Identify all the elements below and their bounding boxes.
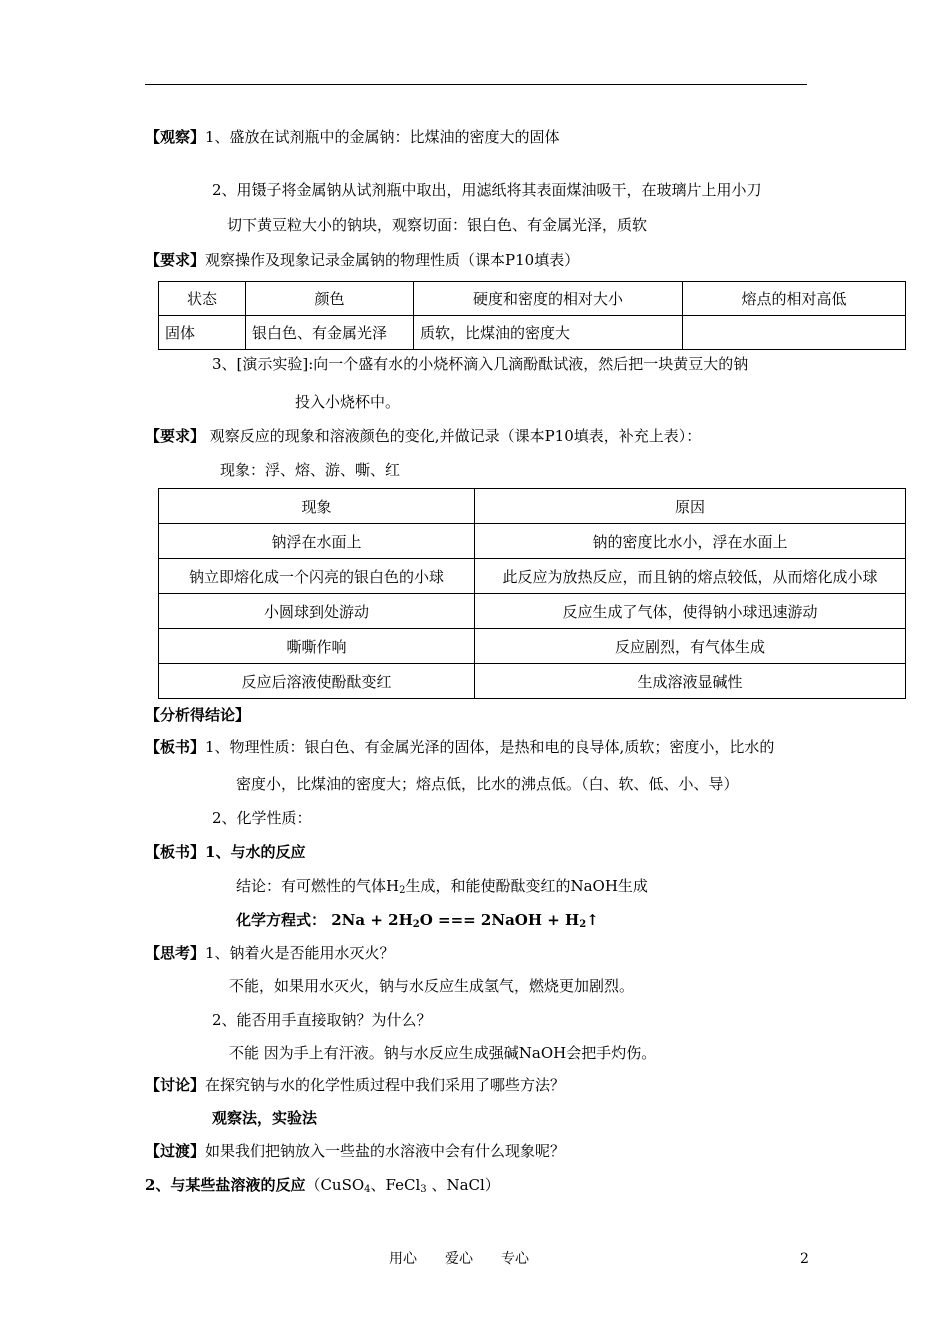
gas-arrow-icon: ↑ bbox=[586, 911, 599, 929]
table-cell: 钠浮在水面上 bbox=[159, 524, 475, 559]
table-cell: 反应生成了气体，使得钠小球迅速游动 bbox=[475, 594, 906, 629]
table-cell: 银白色、有金属光泽 bbox=[246, 316, 414, 350]
think-2-question: 2、能否用手直接取钠？为什么？ bbox=[212, 1011, 432, 1029]
salt-text: 、FeCl bbox=[370, 1176, 421, 1194]
tag-board: 【板书】 bbox=[145, 843, 206, 861]
table-row bbox=[159, 664, 906, 699]
header-cell: 现象 bbox=[159, 489, 475, 524]
header-cell: 颜色 bbox=[246, 282, 414, 316]
analysis-heading: 【分析得结论】 bbox=[145, 706, 251, 724]
tag-observe: 【观察】 bbox=[145, 128, 206, 146]
header-cell: 硬度和密度的相对大小 bbox=[414, 282, 683, 316]
table-row bbox=[159, 316, 906, 350]
para-demo-cont: 投入小烧杯中。 bbox=[295, 393, 401, 411]
para-require-2 bbox=[145, 426, 701, 446]
tag-discuss: 【讨论】 bbox=[145, 1076, 206, 1094]
conclusion-text-2: 生成，和能使酚酞变红的NaOH生成 bbox=[405, 877, 648, 895]
transition-text: 如果我们把钠放入一些盐的水溶液中会有什么现象呢？ bbox=[205, 1142, 566, 1160]
header-cell: 熔点的相对高低 bbox=[683, 282, 906, 316]
table-cell: 反应后溶液使酚酞变红 bbox=[159, 664, 475, 699]
para-think-1 bbox=[145, 943, 395, 963]
table-row bbox=[159, 524, 906, 559]
observe-1-text: 1、盛放在试剂瓶中的金属钠：比煤油的密度大的固体 bbox=[205, 128, 560, 146]
tag-require: 【要求】 bbox=[145, 427, 206, 445]
table-cell: 此反应为放热反应，而且钠的熔点较低，从而熔化成小球 bbox=[475, 559, 906, 594]
board-2-text: 1、与水的反应 bbox=[205, 843, 306, 861]
header-cell: 原因 bbox=[475, 489, 906, 524]
table-cell: 小圆球到处游动 bbox=[159, 594, 475, 629]
table-header-row bbox=[159, 282, 906, 316]
think-2-answer: 不能 因为手上有汗液。钠与水反应生成强碱NaOH会把手灼伤。 bbox=[229, 1044, 657, 1062]
para-conclusion bbox=[236, 876, 648, 901]
require-1-text: 观察操作及现象记录金属钠的物理性质（课本P10填表） bbox=[205, 251, 580, 269]
para-salt-reaction bbox=[145, 1175, 500, 1200]
phenomena-summary: 现象：浮、熔、游、嘶、红 bbox=[220, 461, 401, 479]
table-cell: 反应剧烈，有气体生成 bbox=[475, 629, 906, 664]
para-transition bbox=[145, 1141, 565, 1161]
header-rule bbox=[145, 84, 807, 85]
table-cell: 钠的密度比水小，浮在水面上 bbox=[475, 524, 906, 559]
tag-think: 【思考】 bbox=[145, 944, 206, 962]
subscript: 2 bbox=[579, 919, 587, 930]
para-observe-2: 2、用镊子将金属钠从试剂瓶中取出，用滤纸将其表面煤油吸干，在玻璃片上用小刀 bbox=[212, 181, 762, 199]
require-2-text: 观察反应的现象和溶液颜色的变化,并做记录（课本P10填表，补充上表）： bbox=[209, 427, 702, 445]
table-header-row bbox=[159, 489, 906, 524]
phenomena-table bbox=[158, 488, 906, 699]
table-cell: 钠立即熔化成一个闪亮的银白色的小球 bbox=[159, 559, 475, 594]
table-row bbox=[159, 594, 906, 629]
subscript: 3 bbox=[420, 1184, 427, 1195]
discuss-text: 在探究钠与水的化学性质过程中我们采用了哪些方法？ bbox=[205, 1076, 566, 1094]
tag-board: 【板书】 bbox=[145, 738, 206, 756]
subscript: 2 bbox=[399, 885, 406, 896]
table-cell bbox=[683, 316, 906, 350]
chemical-equation bbox=[236, 910, 599, 935]
footer-motto: 用心 爱心 专心 bbox=[389, 1251, 529, 1267]
table-cell: 固体 bbox=[159, 316, 246, 350]
para-require-1 bbox=[145, 250, 579, 270]
table-row bbox=[159, 559, 906, 594]
equation-part: O === 2NaOH + H bbox=[419, 911, 580, 929]
para-board-1 bbox=[145, 737, 774, 757]
table-cell: 嘶嘶作响 bbox=[159, 629, 475, 664]
equation-label: 化学方程式： bbox=[236, 911, 327, 929]
table-cell: 质软，比煤油的密度大 bbox=[414, 316, 683, 350]
para-demo: 3、[演示实验]:向一个盛有水的小烧杯滴入几滴酚酞试液，然后把一块黄豆大的钠 bbox=[212, 355, 749, 373]
para-discuss bbox=[145, 1075, 565, 1095]
think-1-answer: 不能，如果用水灭火，钠与水反应生成氢气，燃烧更加剧烈。 bbox=[229, 977, 635, 995]
salt-heading: 2、与某些盐溶液的反应 bbox=[145, 1176, 306, 1194]
header-cell: 状态 bbox=[159, 282, 246, 316]
salt-text: 、NaCl） bbox=[426, 1176, 500, 1194]
board-1-text: 1、物理性质：银白色、有金属光泽的固体，是热和电的良导体,质软；密度小，比水的 bbox=[205, 738, 775, 756]
para-observe-1 bbox=[145, 127, 560, 147]
equation-part: 2Na + 2H bbox=[331, 911, 413, 929]
para-observe-2-cont: 切下黄豆粒大小的钠块，观察切面：银白色、有金属光泽，质软 bbox=[227, 216, 648, 234]
para-board-2 bbox=[145, 842, 305, 862]
conclusion-text: 结论：有可燃性的气体H bbox=[236, 877, 400, 895]
tag-require: 【要求】 bbox=[145, 251, 206, 269]
para-board-1-cont: 密度小，比煤油的密度大；熔点低，比水的沸点低。（白、软、低、小、导） bbox=[236, 775, 739, 793]
think-1-text: 1、钠着火是否能用水灭火？ bbox=[205, 944, 395, 962]
page-number: 2 bbox=[800, 1251, 809, 1267]
tag-transition: 【过渡】 bbox=[145, 1142, 206, 1160]
discuss-answer: 观察法，实验法 bbox=[212, 1109, 318, 1127]
para-chem-props: 2、化学性质： bbox=[212, 809, 312, 827]
salt-text: （CuSO bbox=[305, 1176, 365, 1194]
physical-properties-table bbox=[158, 281, 906, 350]
table-row bbox=[159, 629, 906, 664]
table-cell: 生成溶液显碱性 bbox=[475, 664, 906, 699]
subscript: 2 bbox=[412, 919, 420, 930]
subscript: 4 bbox=[364, 1184, 371, 1195]
